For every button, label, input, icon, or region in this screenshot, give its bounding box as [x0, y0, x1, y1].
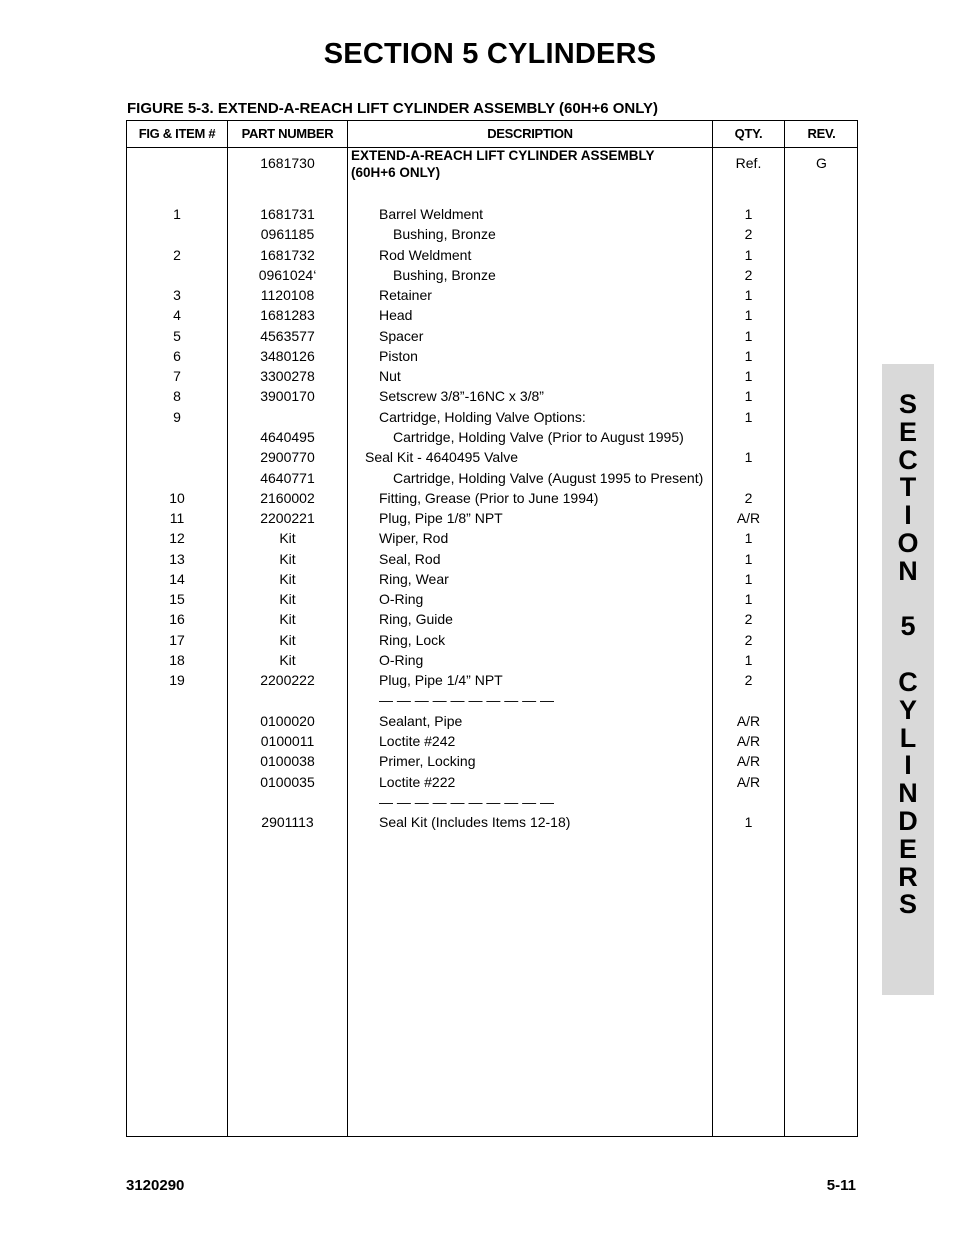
- fig-item-cell: 6: [173, 347, 181, 364]
- side-tab-letter: O: [897, 528, 919, 558]
- fig-item-cell: 4: [173, 307, 181, 324]
- side-tab-letter: N: [898, 555, 918, 586]
- description-cell: Bushing, Bronze: [393, 266, 496, 283]
- part-number-cell: 2160002: [260, 489, 315, 506]
- assembly-qty: Ref.: [735, 155, 762, 171]
- part-number-cell: 3300278: [260, 368, 315, 385]
- table-row: [127, 731, 857, 751]
- qty-cell: 1: [744, 246, 753, 263]
- qty-cell: A/R: [736, 733, 761, 750]
- side-tab-letter: L: [899, 722, 917, 753]
- qty-cell: 1: [744, 388, 753, 405]
- qty-cell: 1: [744, 307, 753, 324]
- description-cell: Head: [379, 307, 413, 324]
- side-tab-letter: I: [904, 750, 912, 781]
- qty-cell: 1: [744, 814, 753, 831]
- fig-item-cell: 17: [169, 631, 185, 648]
- table-row: [127, 528, 857, 548]
- side-tab-letter: C: [898, 667, 918, 697]
- fig-item-cell: 7: [173, 368, 181, 385]
- part-number-cell: 4640495: [260, 428, 315, 445]
- description-cell: Rod Weldment: [379, 246, 472, 263]
- fig-item-cell: 1: [173, 206, 181, 222]
- part-number-cell: Kit: [279, 530, 296, 547]
- table-row: [127, 772, 857, 792]
- side-tab-letter: D: [898, 806, 918, 836]
- side-tab-letter: S: [898, 889, 917, 920]
- part-number-cell: 1681731: [260, 206, 315, 222]
- side-tab-letter: C: [898, 444, 918, 475]
- assembly-description-line1: EXTEND-A-REACH LIFT CYLINDER ASSEMBLY: [351, 148, 655, 163]
- part-number-cell: Kit: [279, 651, 296, 668]
- part-number-cell: 2200221: [260, 510, 315, 527]
- part-number-cell: 0100038: [260, 753, 315, 770]
- side-tab-letter: I: [904, 500, 912, 531]
- parts-table: [126, 120, 858, 1137]
- description-cell: Cartridge, Holding Valve Options:: [379, 408, 586, 425]
- fig-item-cell: 9: [173, 408, 181, 425]
- part-number-cell: Kit: [279, 570, 296, 587]
- part-number-cell: 0100011: [260, 733, 315, 750]
- table-row: [127, 326, 857, 346]
- table-row: [127, 650, 857, 670]
- description-cell: — — — — — — — — — —: [379, 692, 555, 709]
- description-cell: — — — — — — — — — —: [379, 793, 555, 810]
- table-row: [127, 285, 857, 305]
- part-number-cell: 1120108: [260, 287, 315, 304]
- assembly-description-line2: (60H+6 ONLY): [351, 165, 441, 180]
- table-row: [127, 792, 857, 812]
- qty-cell: 2: [744, 672, 753, 689]
- qty-cell: A/R: [736, 773, 761, 790]
- qty-cell: 1: [744, 591, 753, 608]
- description-cell: Primer, Locking: [379, 753, 476, 770]
- table-row: [127, 812, 857, 832]
- qty-cell: A/R: [736, 510, 761, 527]
- table-row: [127, 204, 857, 224]
- side-tab-letter: S: [898, 389, 917, 419]
- qty-cell: 1: [744, 570, 753, 587]
- page-number: 5-11: [826, 1177, 856, 1194]
- fig-item-cell: 19: [169, 672, 185, 689]
- description-cell: Retainer: [379, 287, 432, 304]
- description-cell: Loctite #222: [379, 773, 456, 790]
- description-cell: O-Ring: [379, 591, 424, 608]
- description-cell: Seal, Rod: [379, 550, 441, 567]
- table-row: [127, 305, 857, 325]
- table-row: [127, 346, 857, 366]
- fig-item-cell: 18: [169, 651, 185, 668]
- description-cell: Wiper, Rod: [379, 530, 449, 547]
- table-row: [127, 711, 857, 731]
- qty-cell: 1: [744, 449, 753, 466]
- figure-title: FIGURE 5-3. EXTEND-A-REACH LIFT CYLINDER ASSEMBLY (60H+6 ONLY): [127, 100, 659, 117]
- table-row: [127, 386, 857, 406]
- qty-cell: 1: [744, 347, 753, 364]
- header-rev: REV.: [807, 126, 836, 141]
- description-cell: Piston: [379, 347, 418, 364]
- part-number-cell: Kit: [279, 591, 296, 608]
- qty-cell: 2: [744, 226, 753, 243]
- fig-item-cell: 11: [169, 510, 185, 527]
- part-number-cell: 2901113: [261, 814, 314, 831]
- part-number-cell: Kit: [279, 631, 296, 648]
- part-number-cell: 4640771: [260, 469, 315, 486]
- description-cell: Ring, Guide: [379, 611, 453, 628]
- table-row: [127, 569, 857, 589]
- part-number-cell: 3900170: [260, 388, 315, 405]
- header-part-number: PART NUMBER: [241, 126, 334, 141]
- section-side-tab: [882, 364, 934, 995]
- qty-cell: 2: [744, 266, 753, 283]
- table-row: [127, 609, 857, 629]
- qty-cell: 1: [744, 327, 753, 344]
- fig-item-cell: 8: [173, 388, 181, 405]
- fig-item-cell: 2: [173, 246, 181, 263]
- description-cell: Setscrew 3/8”-16NC x 3/8”: [379, 388, 544, 405]
- description-cell: Bushing, Bronze: [393, 226, 496, 243]
- description-cell: Nut: [379, 368, 401, 385]
- header-fig-item: FIG & ITEM #: [138, 126, 216, 141]
- table-row: [127, 690, 857, 710]
- qty-cell: 1: [744, 287, 753, 304]
- part-number-cell: 0100035: [260, 773, 315, 790]
- section-title: SECTION 5 CYLINDERS: [323, 38, 657, 70]
- assembly-rev: G: [816, 155, 827, 171]
- side-tab-letter: T: [899, 472, 917, 503]
- assembly-part-number: 1681730: [260, 155, 315, 171]
- table-row: [127, 468, 857, 488]
- part-number-cell: 4563577: [260, 327, 315, 344]
- table-row: [127, 245, 857, 265]
- table-row: [127, 366, 857, 386]
- description-cell: Ring, Wear: [379, 570, 449, 587]
- document-number: 3120290: [126, 1177, 185, 1194]
- header-qty: QTY.: [734, 126, 763, 141]
- part-number-cell: 2200222: [260, 672, 315, 689]
- part-number-cell: 1681283: [260, 307, 315, 324]
- side-tab-letter: Y: [898, 694, 917, 725]
- description-cell: Plug, Pipe 1/8” NPT: [379, 510, 503, 527]
- table-row: [127, 670, 857, 690]
- qty-cell: A/R: [736, 753, 761, 770]
- table-row: [127, 407, 857, 427]
- description-cell: Spacer: [379, 327, 424, 344]
- side-tab-letter: R: [898, 861, 918, 892]
- qty-cell: 2: [744, 611, 753, 628]
- fig-item-cell: 16: [169, 611, 185, 628]
- header-description: DESCRIPTION: [487, 126, 573, 141]
- table-row: [127, 265, 857, 285]
- part-number-cell: 1681732: [260, 246, 315, 263]
- fig-item-cell: 13: [169, 550, 185, 567]
- description-cell: Sealant, Pipe: [379, 712, 463, 729]
- assembly-description: [351, 147, 655, 181]
- table-row: [127, 589, 857, 609]
- side-tab-letter: 5: [900, 611, 916, 642]
- description-cell: Ring, Lock: [379, 631, 446, 648]
- qty-cell: 1: [744, 651, 753, 668]
- part-number-cell: 2900770: [260, 449, 315, 466]
- table-row: [127, 447, 857, 467]
- description-cell: Seal Kit - 4640495 Valve: [365, 449, 519, 466]
- side-tab-letter: N: [898, 778, 918, 809]
- description-cell: Cartridge, Holding Valve (Prior to August 1995): [393, 428, 684, 445]
- table-row: [127, 488, 857, 508]
- qty-cell: 1: [744, 206, 753, 222]
- table-row: [127, 508, 857, 528]
- side-tab-letter: E: [898, 416, 917, 447]
- fig-item-cell: 3: [173, 287, 181, 304]
- fig-item-cell: 14: [169, 570, 185, 587]
- fig-item-cell: 5: [173, 327, 181, 344]
- fig-item-cell: 10: [169, 489, 185, 506]
- description-cell: Barrel Weldment: [379, 206, 484, 222]
- table-row: [127, 224, 857, 244]
- part-number-cell: 3480126: [260, 347, 315, 364]
- table-row: [127, 427, 857, 447]
- qty-cell: 1: [744, 408, 753, 425]
- fig-item-cell: 15: [169, 591, 185, 608]
- part-number-cell: Kit: [279, 611, 296, 628]
- description-cell: Plug, Pipe 1/4” NPT: [379, 672, 503, 689]
- part-number-cell: 0961185: [260, 226, 315, 243]
- part-number-cell: 0100020: [260, 712, 315, 729]
- part-number-cell: Kit: [279, 550, 296, 567]
- qty-cell: 2: [744, 489, 753, 506]
- qty-cell: 2: [744, 631, 753, 648]
- description-cell: Fitting, Grease (Prior to June 1994): [379, 489, 599, 506]
- description-cell: O-Ring: [379, 651, 424, 668]
- part-number-cell: 0961024‘: [258, 266, 317, 283]
- qty-cell: 1: [744, 368, 753, 385]
- qty-cell: A/R: [736, 712, 761, 729]
- table-row: [127, 549, 857, 569]
- table-row: [127, 630, 857, 650]
- description-cell: Cartridge, Holding Valve (August 1995 to Present): [393, 469, 704, 486]
- table-row: [127, 751, 857, 771]
- fig-item-cell: 12: [169, 530, 185, 547]
- description-cell: Seal Kit (Includes Items 12-18): [379, 814, 571, 831]
- side-tab-letter: E: [898, 833, 917, 864]
- description-cell: Loctite #242: [379, 733, 456, 750]
- qty-cell: 1: [744, 530, 753, 547]
- qty-cell: 1: [744, 550, 753, 567]
